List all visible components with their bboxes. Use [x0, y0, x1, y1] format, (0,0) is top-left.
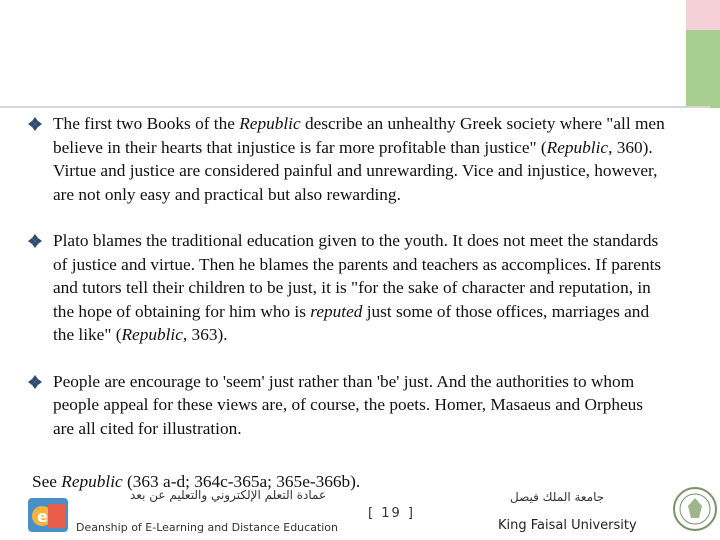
bullet-text-run: Plato blames the traditional education given to the youth. It does not meet the standards of justice and virtue. Then he blames the parents and teachers as accomplices. If parents and tutors tell their children to be just, it is "for the sake of character and reputation, in the hope of obtaining for him who is	[53, 231, 662, 321]
bullet-text-run: just some of those offices, marriages and the like" (	[53, 301, 650, 344]
bullet-text-italic: Republic	[546, 137, 609, 157]
bullet-text	[53, 112, 668, 206]
bullet-item	[28, 370, 668, 441]
see-reference	[32, 471, 360, 493]
slide-content	[28, 112, 668, 463]
bullet-item	[28, 229, 668, 347]
bullet-text-run: The first two Books of the	[53, 114, 240, 133]
corner-decoration	[686, 0, 720, 108]
see-suffix: (363 a-d; 364c-365a; 365e-366b).	[122, 472, 361, 491]
university-seal-icon	[672, 486, 718, 532]
bullet-text-run: , 363).	[182, 325, 228, 344]
corner-block-pink	[686, 0, 720, 30]
elearning-logo-icon	[24, 494, 72, 536]
bullet-text	[53, 229, 668, 347]
bullet-text-run: People are encourage to 'seem' just rather than 'be' just. And the authorities to whom people appeal for these views are, of course, the poets. Homer, Masaeus and Orpheus are all cited for illustration.	[53, 371, 644, 438]
bullet-text-run: describe an unhealthy Greek society where "all men believe in their hearts that injustice is far more profitable than justice" (	[53, 114, 665, 157]
diamond-bullet-icon	[28, 117, 42, 131]
bullet-item	[28, 112, 668, 206]
bullet-text	[53, 370, 668, 441]
page-number: [ 19 ]	[368, 506, 415, 521]
see-prefix: See	[32, 472, 62, 491]
bullet-text-run: , 360). Virtue and justice are considered painful and unrewarding. Vice and injustice, however, are not only easy and practical but also rewarding.	[53, 137, 658, 204]
bullet-text-italic: Republic	[121, 325, 183, 344]
footer-university-arabic: جامعة الملك فيصل	[510, 490, 605, 504]
see-title: Republic	[61, 472, 123, 491]
bullet-text-italic: Republic	[239, 114, 301, 133]
footer-deanship-english: Deanship of E-Learning and Distance Education	[76, 521, 339, 534]
diamond-bullet-icon	[28, 234, 42, 248]
diamond-bullet-icon	[28, 375, 42, 389]
svg-text:e: e	[37, 507, 48, 526]
footer-university-english: King Faisal University	[498, 518, 637, 533]
header-divider	[0, 106, 710, 108]
bullet-text-italic: reputed	[310, 301, 363, 321]
footer-deanship-arabic: عمادة التعلم الإلكتروني والتعليم عن بعد	[130, 488, 327, 502]
corner-block-green	[686, 30, 720, 108]
